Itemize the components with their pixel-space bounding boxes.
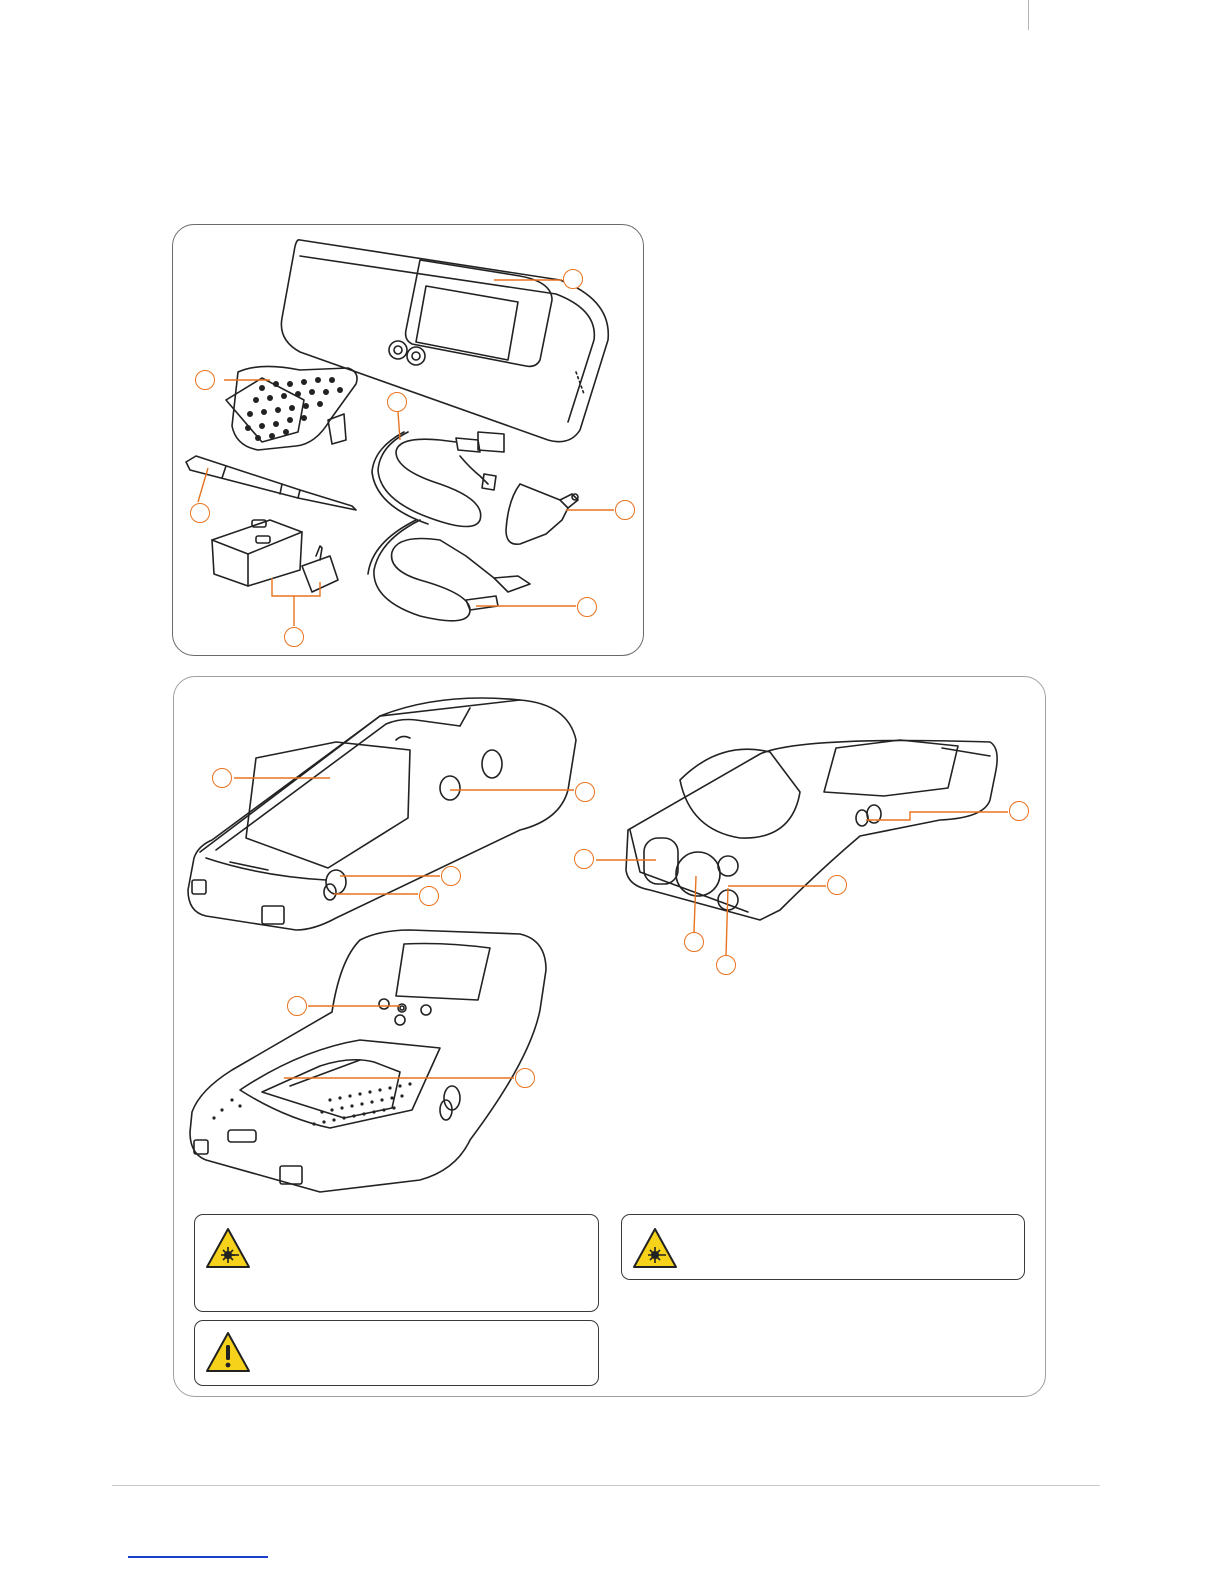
caution-triangle-icon (205, 1331, 251, 1373)
laser-warning-icon (632, 1227, 678, 1269)
stylus-icon (186, 456, 356, 510)
footer-link-underline[interactable] (128, 1556, 268, 1558)
callout-marker (615, 500, 635, 520)
caution-box (194, 1320, 599, 1386)
ac-adapter-icon (212, 520, 338, 592)
callout-marker (563, 269, 583, 289)
laser-warning-box (194, 1214, 599, 1312)
hand-strap-icon (226, 366, 357, 450)
laser-warning-icon (205, 1227, 251, 1269)
callout-marker (190, 503, 210, 523)
footer-divider (112, 1485, 1100, 1486)
handheld-terminal-icon (281, 240, 608, 442)
car-charger-icon (506, 484, 578, 544)
callout-marker (387, 392, 407, 412)
callout-marker (577, 597, 597, 617)
callout-marker (195, 370, 215, 390)
laser-warning-box (621, 1214, 1025, 1280)
usb-cable-icon (372, 432, 504, 527)
callout-marker (284, 627, 304, 647)
